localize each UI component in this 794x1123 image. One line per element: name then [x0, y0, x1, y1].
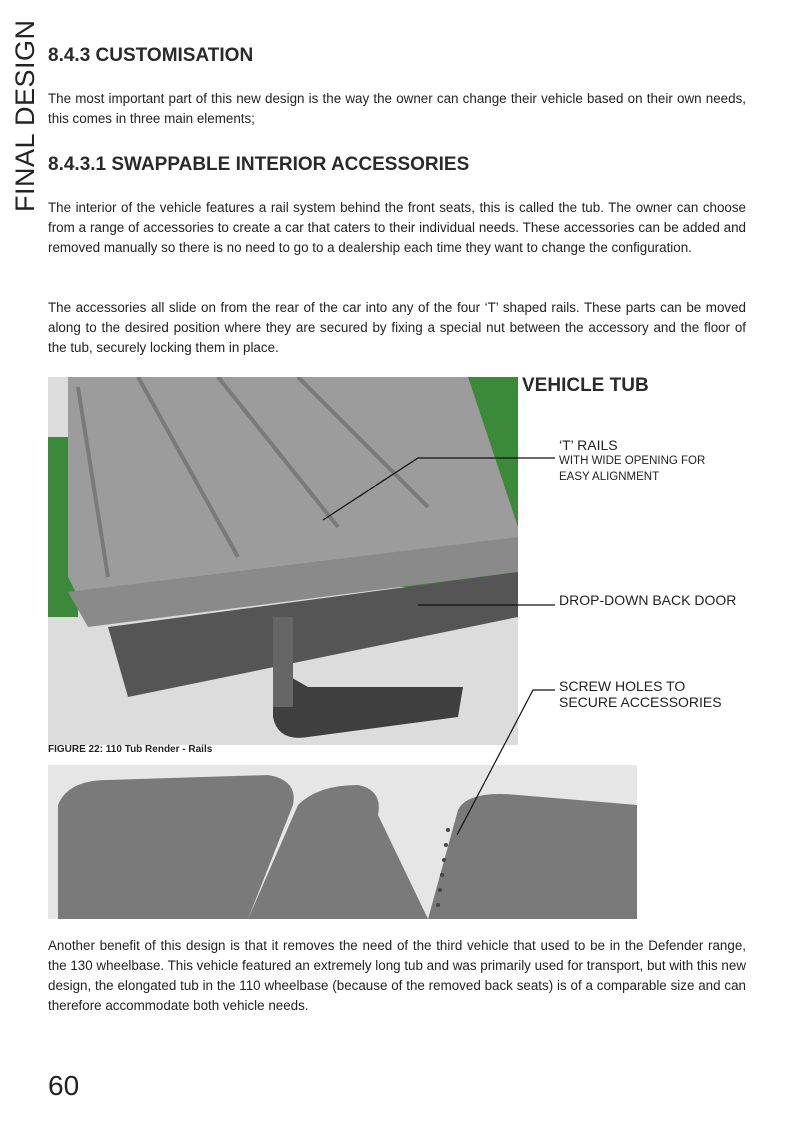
label-t-rails-sub1: WITH WIDE OPENING FOR	[559, 455, 706, 467]
label-t-rails-title: ‘T’ RAILS	[559, 437, 618, 453]
intro-paragraph: The most important part of this new design is the way the owner can change their vehicle based on their own needs, this comes in three main elements;	[48, 91, 746, 126]
label-screw-line2: SECURE ACCESSORIES	[559, 694, 722, 710]
section-side-title: FINAL DESIGN	[10, 19, 40, 212]
label-screw-holes	[559, 678, 722, 710]
figure-title: VEHICLE TUB	[522, 375, 649, 396]
label-back-door: DROP-DOWN BACK DOOR	[559, 592, 737, 608]
paragraph-3: Another benefit of this design is that it removes the need of the third vehicle that used to be in the Defender range, the 130 wheelbase. This vehicle featured an extremely long tub and was primarily used for transport, but with this new design, the elongated tub in the 110 wheelbase (because of the removed back seats) is of a comparable size and can therefore accommodate both vehicle needs.	[48, 938, 746, 1013]
figure-caption: FIGURE 22: 110 Tub Render - Rails	[48, 744, 213, 755]
paragraph-2: The accessories all slide on from the rear of the car into any of the four ‘T’ shaped rails. These parts can be moved along to the desired position where they are secured by fixing a special nut between the accessory and the floor of the tub, securely locking them in place.	[48, 300, 746, 355]
label-t-rails-sub2: EASY ALIGNMENT	[559, 471, 660, 483]
paragraph-1: The interior of the vehicle features a rail system behind the front seats, this is called the tub. The owner can choose from a range of accessories to create a car that caters to their individual needs. These accessories can be added and removed manually so there is no need to go to a dealership each time they want to change the configuration.	[48, 200, 746, 255]
heading-customisation: 8.4.3 CUSTOMISATION	[48, 45, 254, 66]
rails-closeup-image	[48, 765, 637, 919]
tub-render-image	[48, 377, 518, 745]
label-t-rails	[559, 437, 705, 485]
label-screw-line1: SCREW HOLES TO	[559, 678, 686, 694]
page-number: 60	[48, 1070, 80, 1101]
heading-swappable-accessories: 8.4.3.1 SWAPPABLE INTERIOR ACCESSORIES	[48, 154, 470, 175]
